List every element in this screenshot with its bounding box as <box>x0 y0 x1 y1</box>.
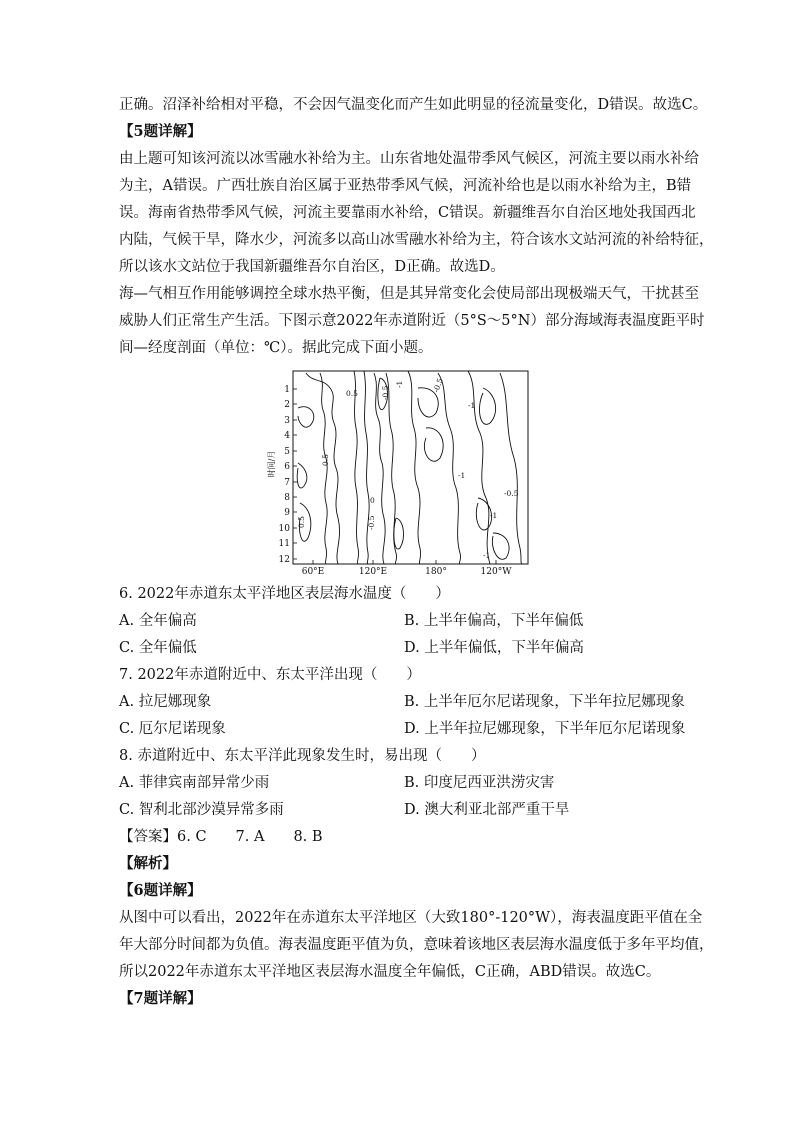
option-a: A. 菲律宾南部异常少雨 <box>119 775 270 791</box>
text-line: 威胁人们正常生产生活。下图示意2022年赤道附近（5°S～5°N）部分海域海表温度距平时 <box>119 313 705 329</box>
text-line: 为主，A错误。广西壮族自治区属于亚热带季风气候，河流补给也是以雨水补给为主，B错 <box>119 178 692 194</box>
question-stem: 6. 2022年赤道东太平洋地区表层海水温度（ ） <box>119 586 450 602</box>
y-tick-label: 11 <box>278 539 290 549</box>
y-tick-label: 3 <box>284 416 290 426</box>
answer-line: 【答案】6. C 7. A 8. B <box>119 829 323 845</box>
option-a: A. 拉尼娜现象 <box>119 694 212 710</box>
y-tick-label: 1 <box>284 385 290 395</box>
y-tick-label: 6 <box>284 462 290 472</box>
x-tick-labels <box>302 567 512 577</box>
contour-label: -0.5 <box>504 489 519 498</box>
contour-label: -0.5 <box>381 385 390 400</box>
text-line: 所以2022年赤道东太平洋地区表层海水温度全年偏低，C正确，ABD错误。故选C。 <box>119 964 661 980</box>
text-line: 从图中可以看出，2022年在赤道东太平洋地区（大致180°-120°W），海表温度距平值在全 <box>119 910 703 926</box>
contour-label: 0.5 <box>321 454 330 466</box>
contour-label: -1 <box>395 380 404 388</box>
option-d: D. 上半年偏低，下半年偏高 <box>404 640 584 656</box>
contour-label: -1 <box>468 401 476 410</box>
option-c: C. 智利北部沙漠异常多雨 <box>119 802 284 818</box>
section-heading: 【5题详解】 <box>119 123 202 140</box>
option-a: A. 全年偏高 <box>119 613 197 629</box>
contour-value-labels <box>297 377 519 560</box>
contour-label: 0.5 <box>297 516 306 528</box>
option-b: B. 上半年偏高，下半年偏低 <box>404 613 584 629</box>
section-heading: 【7题详解】 <box>119 990 202 1007</box>
plot-frame <box>293 371 528 564</box>
sst-anomaly-contour-figure <box>268 368 530 576</box>
question-stem: 7. 2022年赤道附近中、东太平洋出现（ ） <box>119 667 421 683</box>
tick-marks <box>293 389 496 564</box>
contour-label: 0.5 <box>346 389 358 398</box>
y-tick-label: 10 <box>278 524 290 534</box>
x-tick-label: 60°E <box>301 567 325 577</box>
option-b: B. 印度尼西亚洪涝灾害 <box>404 775 555 791</box>
option-d: D. 澳大利亚北部严重干旱 <box>404 802 570 818</box>
y-tick-label: 5 <box>284 447 290 457</box>
contour-label: 0 <box>370 496 375 505</box>
text-line: 内陆，气候干旱，降水少，河流多以高山冰雪融水补给为主，符合该水文站河流的补给特征， <box>119 232 714 248</box>
y-tick-label: 8 <box>284 493 290 503</box>
text-line: 海—气相互作用能够调控全球水热平衡，但是其异常变化会使局部出现极端天气，干扰甚至 <box>119 286 699 302</box>
contour-lines <box>297 371 522 564</box>
contour-label: -1 <box>483 551 491 560</box>
contour-label: -0.5 <box>367 515 376 530</box>
contour-label: -1 <box>490 511 498 520</box>
y-tick-label: 4 <box>284 431 290 441</box>
option-c: C. 全年偏低 <box>119 640 197 656</box>
text-line: 年大部分时间都为负值。海表温度距平值为负，意味着该地区表层海水温度低于多年平均值， <box>119 937 714 953</box>
y-tick-label: 7 <box>284 478 290 488</box>
option-b: B. 上半年厄尔尼诺现象，下半年拉尼娜现象 <box>404 694 685 710</box>
x-tick-label: 120°W <box>480 567 512 577</box>
text-line: 间—经度剖面（单位：℃）。据此完成下面小题。 <box>119 340 433 356</box>
x-tick-label: 180° <box>425 567 447 577</box>
section-heading: 【6题详解】 <box>119 882 202 899</box>
question-stem: 8. 赤道附近中、东太平洋此现象发生时，易出现（ ） <box>119 748 486 764</box>
text-line: 所以该水文站位于我国新疆维吾尔自治区，D正确。故选D。 <box>119 259 505 275</box>
x-tick-label: 120°E <box>358 567 388 577</box>
option-c: C. 厄尔尼诺现象 <box>119 721 226 737</box>
contour-label: -0.5 <box>431 377 445 394</box>
y-tick-label: 9 <box>284 508 290 518</box>
y-tick-label: 2 <box>284 400 290 410</box>
option-d: D. 上半年拉尼娜现象，下半年厄尔尼诺现象 <box>404 721 686 737</box>
text-line: 误。海南省热带季风气候，河流主要靠雨水补给，C错误。新疆维吾尔自治区地处我国西北 <box>119 205 696 221</box>
text-line: 由上题可知该河流以冰雪融水补给为主。山东省地处温带季风气候区，河流主要以雨水补给 <box>119 151 699 167</box>
section-heading: 【解析】 <box>119 855 177 872</box>
y-axis-label: 时间/月 <box>267 450 276 478</box>
y-tick-labels <box>279 385 291 565</box>
contour-label: -1 <box>458 471 466 480</box>
text-line: 正确。沼泽补给相对平稳，不会因气温变化而产生如此明显的径流量变化，D错误。故选C。 <box>119 97 708 113</box>
y-tick-label: 12 <box>278 555 290 565</box>
